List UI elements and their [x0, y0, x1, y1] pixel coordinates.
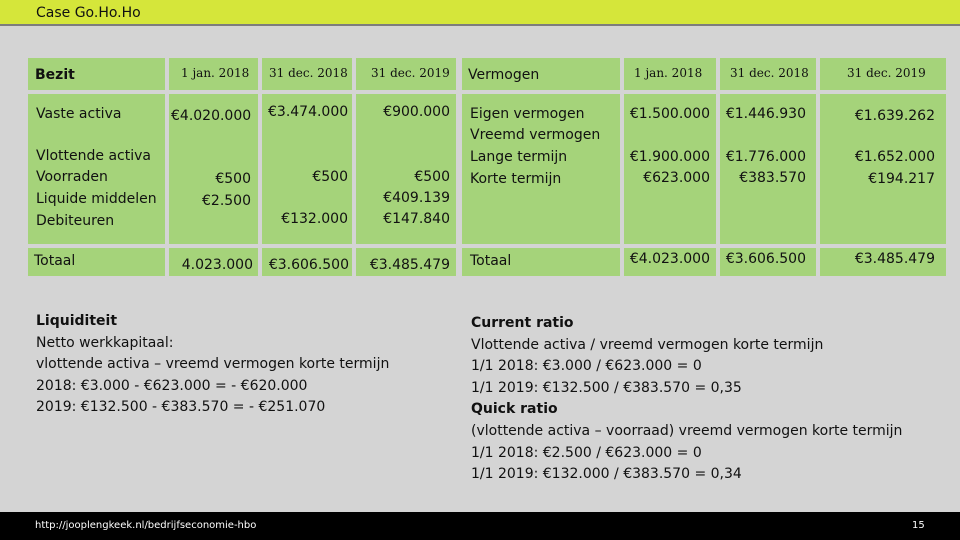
footer-url: http://jooplengkeek.nl/bedrijfseconomie-hbo	[35, 520, 257, 531]
ratio-line: Vlottende activa / vreemd vermogen korte termijn	[471, 336, 824, 353]
liquiditeit-line: 2019: €132.500 - €383.570 = - €251.070	[36, 399, 326, 416]
cell-vermogen-col3	[820, 58, 946, 90]
lang-dec2018: €1.776.000	[725, 149, 806, 165]
lang-jan2018: €1.900.000	[629, 149, 710, 165]
cell-bezit-totaal-dec2018	[262, 248, 352, 276]
page-number: 15	[912, 520, 925, 531]
cell-vermogen-totaal-dec2019	[820, 248, 946, 276]
col-31dec2019: 31 dec. 2019	[371, 66, 450, 80]
eigen-jan2018: €1.500.000	[629, 106, 710, 122]
slide-title: Case Go.Ho.Ho	[36, 5, 141, 21]
quick-ratio-heading: Quick ratio	[471, 401, 558, 418]
kort-dec2018: €383.570	[739, 170, 806, 186]
col-31dec2019-v: 31 dec. 2019	[847, 66, 926, 80]
cell-bezit-dec2018	[262, 94, 352, 244]
debiteuren-dec2018: €132.000	[281, 211, 348, 227]
voorraden-dec2018: €500	[312, 169, 348, 185]
liquiditeit-line: 2018: €3.000 - €623.000 = - €620.000	[36, 377, 308, 394]
cell-vermogen-col2	[720, 58, 816, 90]
cell-bezit-col1	[169, 58, 258, 90]
liquide-middelen-label: Liquide middelen	[36, 191, 157, 207]
totaal-label-bezit: Totaal	[34, 253, 76, 269]
cell-bezit-totaal-label	[28, 248, 165, 276]
eigen-dec2019: €1.639.262	[854, 108, 935, 124]
cell-bezit-dec2019	[356, 94, 456, 244]
cell-bezit-labels	[28, 94, 165, 244]
eigen-dec2018: €1.446.930	[725, 106, 806, 122]
cell-vermogen-header	[462, 58, 620, 90]
cell-vermogen-col1	[624, 58, 716, 90]
col-1jan2018: 1 jan. 2018	[181, 66, 250, 80]
ratio-line: 1/1 2018: €3.000 / €623.000 = 0	[471, 358, 702, 375]
eigen-vermogen-label: Eigen vermogen	[470, 106, 585, 122]
vlottende-activa-label: Vlottende activa	[36, 148, 151, 164]
cell-bezit-jan2018	[169, 94, 258, 244]
cell-bezit-header	[28, 58, 165, 90]
title-bar	[0, 0, 960, 24]
vaste-activa-dec2018: €3.474.000	[268, 104, 349, 120]
debiteuren-dec2019: €147.840	[383, 211, 450, 227]
cell-bezit-totaal-dec2019	[356, 248, 456, 276]
lange-termijn-label: Lange termijn	[470, 149, 568, 165]
kort-jan2018: €623.000	[643, 170, 710, 186]
totaal-bezit-jan2018: 4.023.000	[181, 257, 253, 273]
vaste-activa-dec2019: €900.000	[383, 104, 450, 120]
voorraden-label: Voorraden	[36, 169, 108, 185]
vaste-activa-jan2018: €4.020.000	[171, 108, 252, 124]
ratio-line: (vlottende activa – voorraad) vreemd vermogen korte termijn	[471, 422, 903, 439]
divider	[0, 24, 960, 26]
ratio-line: 1/1 2019: €132.500 / €383.570 = 0,35	[471, 379, 742, 396]
lang-dec2019: €1.652.000	[854, 149, 935, 165]
cell-bezit-col2	[262, 58, 352, 90]
vreemd-vermogen-label: Vreemd vermogen	[470, 127, 601, 143]
cell-vermogen-totaal-label	[462, 248, 620, 276]
ratio-line: 1/1 2018: €2.500 / €623.000 = 0	[471, 444, 702, 461]
cell-vermogen-totaal-dec2018	[720, 248, 816, 276]
kort-dec2019: €194.217	[868, 171, 935, 187]
totaal-vermogen-dec2019: €3.485.479	[854, 251, 935, 267]
liquiditeit-heading: Liquiditeit	[36, 313, 118, 329]
current-ratio-heading: Current ratio	[471, 315, 574, 331]
vaste-activa-label: Vaste activa	[36, 106, 122, 122]
liquiditeit-block	[36, 311, 389, 419]
cell-vermogen-labels	[462, 94, 620, 244]
totaal-bezit-dec2019: €3.485.479	[369, 257, 450, 273]
ratios-block	[471, 313, 902, 486]
totaal-bezit-dec2018: €3.606.500	[268, 257, 349, 273]
liquide-jan2018: €2.500	[202, 193, 251, 209]
totaal-vermogen-dec2018: €3.606.500	[725, 251, 806, 267]
korte-termijn-label: Korte termijn	[470, 171, 562, 187]
debiteuren-label: Debiteuren	[36, 213, 115, 229]
totaal-vermogen-jan2018: €4.023.000	[629, 251, 710, 267]
cell-bezit-col3	[356, 58, 456, 90]
ratio-line: 1/1 2019: €132.000 / €383.570 = 0,34	[471, 466, 742, 483]
cell-bezit-totaal-jan2018	[169, 248, 258, 276]
voorraden-jan2018: €500	[215, 171, 251, 187]
liquiditeit-line: vlottende activa – vreemd vermogen korte termijn	[36, 356, 390, 373]
cell-vermogen-dec2019	[820, 94, 946, 244]
bezit-header: Bezit	[35, 67, 75, 83]
col-31dec2018-v: 31 dec. 2018	[730, 66, 809, 80]
col-1jan2018-v: 1 jan. 2018	[634, 66, 703, 80]
totaal-label-vermogen: Totaal	[470, 253, 512, 269]
voorraden-dec2019: €500	[414, 169, 450, 185]
cell-vermogen-totaal-jan2018	[624, 248, 716, 276]
col-31dec2018: 31 dec. 2018	[269, 66, 348, 80]
liquiditeit-line: Netto werkkapitaal:	[36, 334, 174, 351]
cell-vermogen-jan2018	[624, 94, 716, 244]
vermogen-header: Vermogen	[468, 67, 540, 83]
cell-vermogen-dec2018	[720, 94, 816, 244]
liquide-dec2019: €409.139	[383, 190, 450, 206]
